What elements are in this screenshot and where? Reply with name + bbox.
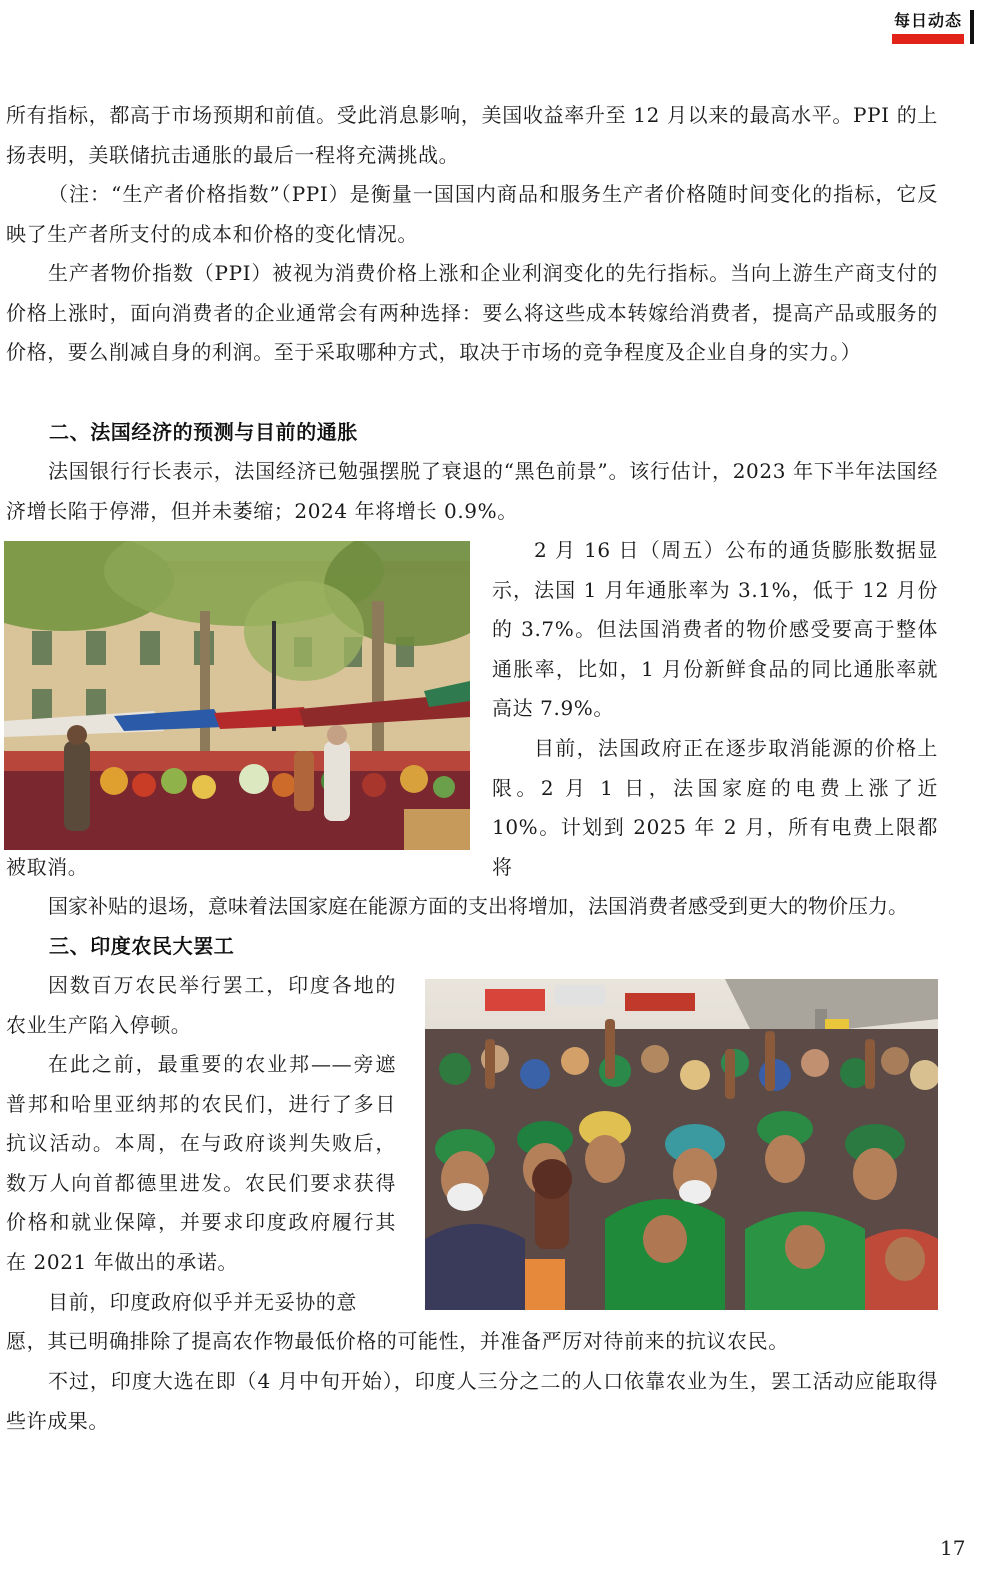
heading-india-farmers-strike: 三、印度农民大罢工 [49, 934, 235, 958]
header-red-bar [892, 34, 964, 44]
paragraph-france-energy-cap-continued: 被取消。 [6, 855, 89, 879]
paragraph-india-protest-background: 在此之前，最重要的农业邦——旁遮普邦和哈里亚纳邦的农民们，进行了多日抗议活动。本周，在与政府谈判失败后，数万人向首都德里进发。农民们要求获得价格和就业保障，并要求印度政府履行其在 2021 年做出的承诺。 [6, 1052, 396, 1274]
paragraph-india-government-stance-continued: 愿，其已明确排除了提高农作物最低价格的可能性，并准备严厉对待前来的抗议农民。 [6, 1329, 789, 1353]
paragraph-france-subsidy-exit: 国家补贴的退场，意味着法国家庭在能源方面的支出将增加，法国消费者感受到更大的物价压力。 [48, 894, 908, 918]
paragraph-india-government-stance: 目前，印度政府似乎并无妥协的意 [48, 1290, 357, 1314]
paragraph-france-bank-forecast: 法国银行行长表示，法国经济已勉强摆脱了衰退的“黑色前景”。该行估计，2023 年下半年法国经济增长陷于停滞，但并未萎缩；2024 年将增长 0.9%。 [6, 459, 938, 523]
paragraph-ppi-note-definition: （注：“生产者价格指数”（PPI）是衡量一国国内商品和服务生产者价格随时间变化的指标，它反映了生产者所支付的成本和价格的变化情况。 [6, 182, 938, 246]
farmers-protest-photo [425, 979, 938, 1310]
market-photo [4, 541, 470, 850]
paragraph-ppi-note-indicator: 生产者物价指数（PPI）被视为消费价格上涨和企业利润变化的先行指标。当向上游生产商支付的价格上涨时，面向消费者的企业通常会有两种选择：要么将这些成本转嫁给消费者，提高产品或服务的价格，要么削减自身的利润。至于采取哪种方式，取决于市场的竞争程度及企业自身的实力。） [6, 261, 938, 364]
section-title: 每日动态 [893, 11, 962, 30]
paragraph-france-energy-cap: 目前，法国政府正在逐步取消能源的价格上限。2 月 1 日，法国家庭的电费上涨了近 10%。计划到 2025 年 2 月，所有电费上限都将 [492, 736, 938, 879]
paragraph-france-inflation-data: 2 月 16 日（周五）公布的通货膨胀数据显示，法国 1 月年通胀率为 3.1%，低于 12 月份的 3.7%。但法国消费者的物价感受要高于整体通胀率，比如，1 月份新鲜食品的同比通胀率就高达 7.9%。 [492, 538, 938, 720]
paragraph-ppi-intro: 所有指标，都高于市场预期和前值。受此消息影响，美国收益率升至 12 月以来的最高水平。PPI 的上扬表明，美联储抗击通胀的最后一程将充满挑战。 [6, 103, 938, 167]
paragraph-india-strike-intro: 因数百万农民举行罢工，印度各地的农业生产陷入停顿。 [6, 973, 396, 1037]
page-number: 17 [940, 1536, 966, 1560]
section-header [892, 8, 964, 46]
header-divider [970, 10, 974, 44]
paragraph-india-election-outlook: 不过，印度大选在即（4 月中旬开始），印度人三分之二的人口依靠农业为生，罢工活动应能取得些许成果。 [6, 1369, 938, 1433]
heading-france-economy: 二、法国经济的预测与目前的通胀 [49, 420, 358, 444]
